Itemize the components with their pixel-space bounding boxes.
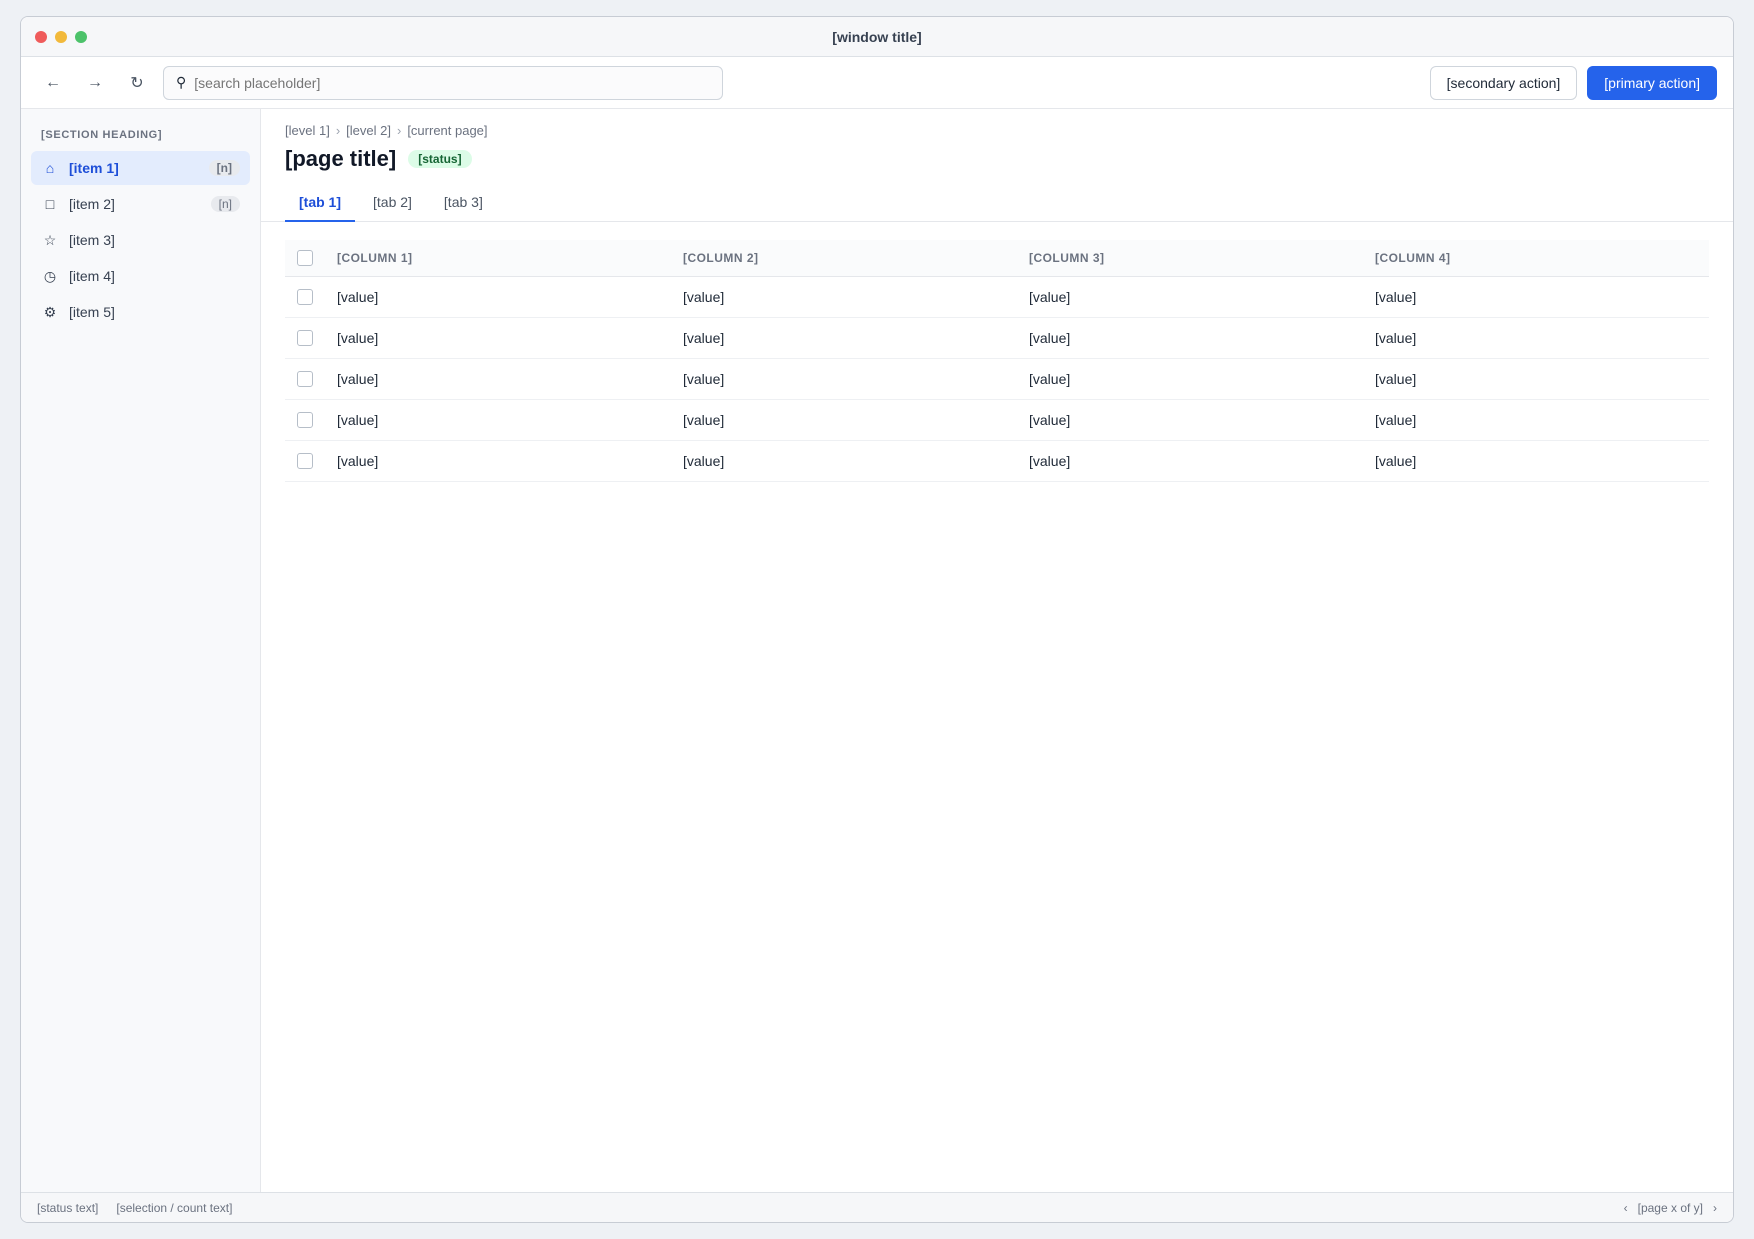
select-all-cell (285, 240, 325, 277)
sidebar-item[interactable] (31, 187, 250, 221)
column-header[interactable]: [COLUMN 4] (1363, 240, 1709, 277)
arrow-left-icon[interactable]: ← (45, 73, 61, 91)
sidebar-item[interactable] (31, 295, 250, 329)
sidebar-item-label: [item 4] (69, 268, 115, 284)
breadcrumb (261, 109, 1733, 138)
search-icon: ⚲ (176, 74, 187, 90)
sidebar-item-label: [item 1] (69, 160, 119, 176)
status-badge: [status] (408, 150, 471, 168)
table-cell: [value] (1017, 359, 1363, 400)
sidebar-item-label: [item 5] (69, 304, 115, 320)
folder-icon: □ (45, 196, 55, 212)
tab[interactable]: [tab 1] (285, 184, 355, 222)
table-row[interactable] (285, 359, 1709, 400)
breadcrumb-current: [current page] (407, 123, 488, 138)
sidebar-item[interactable] (31, 223, 250, 257)
search-box (163, 66, 723, 100)
sidebar-item-count: [n] (209, 160, 240, 176)
column-header[interactable]: [COLUMN 3] (1017, 240, 1363, 277)
row-select-cell (285, 359, 325, 400)
gear-icon: ⚙ (43, 303, 57, 320)
content-area (261, 222, 1733, 1192)
breadcrumb-separator: › (335, 123, 341, 138)
home-icon: ⌂ (45, 160, 55, 176)
table-cell: [value] (1363, 277, 1709, 318)
app-window (20, 16, 1734, 1223)
row-checkbox[interactable] (297, 412, 313, 428)
arrow-right-icon[interactable]: → (87, 73, 103, 91)
table-cell: [value] (671, 318, 1017, 359)
breadcrumb-separator: › (396, 123, 402, 138)
table-row[interactable] (285, 441, 1709, 482)
row-select-cell (285, 441, 325, 482)
sidebar-item[interactable] (31, 151, 250, 185)
refresh-icon[interactable]: ↻ (130, 74, 144, 92)
select-all-checkbox[interactable] (297, 250, 313, 266)
page-header (261, 138, 1733, 184)
maximize-window-button[interactable] (75, 31, 87, 43)
app-body (21, 109, 1733, 1192)
row-select-cell (285, 318, 325, 359)
main-panel (261, 109, 1733, 1192)
toolbar (21, 57, 1733, 109)
status-text: [status text] (37, 1200, 99, 1215)
column-header[interactable]: [COLUMN 2] (671, 240, 1017, 277)
sidebar-heading: [SECTION HEADING] (41, 129, 163, 141)
search-input[interactable] (194, 75, 710, 91)
table-cell: [value] (671, 400, 1017, 441)
table-cell: [value] (1363, 318, 1709, 359)
table-row[interactable] (285, 400, 1709, 441)
row-checkbox[interactable] (297, 453, 313, 469)
table-cell: [value] (1017, 400, 1363, 441)
row-checkbox[interactable] (297, 289, 313, 305)
tab[interactable]: [tab 3] (443, 194, 483, 210)
table-cell: [value] (1017, 277, 1363, 318)
chevron-right-icon[interactable]: › (1713, 1200, 1717, 1215)
row-checkbox[interactable] (297, 330, 313, 346)
pager-text: [page x of y] (1637, 1200, 1703, 1215)
sidebar-item-count: [n] (211, 196, 240, 212)
pager (1624, 1201, 1717, 1215)
row-checkbox[interactable] (297, 371, 313, 387)
table-header-row (285, 240, 1709, 277)
table-row[interactable] (285, 277, 1709, 318)
table-cell: [value] (1363, 441, 1709, 482)
window-title: [window title] (832, 28, 922, 45)
table-cell: [value] (671, 277, 1017, 318)
breadcrumb-item[interactable]: [level 1] (285, 123, 330, 138)
table-cell: [value] (1017, 318, 1363, 359)
sidebar (21, 109, 261, 1192)
data-table (285, 240, 1709, 482)
sidebar-item-label: [item 3] (69, 232, 115, 248)
table-cell: [value] (1363, 400, 1709, 441)
sidebar-item[interactable] (31, 259, 250, 293)
chevron-left-icon[interactable]: ‹ (1623, 1200, 1628, 1215)
table-body (285, 277, 1709, 482)
table-cell: [value] (325, 318, 671, 359)
close-window-button[interactable] (35, 31, 47, 43)
selection-text: [selection / count text] (116, 1200, 233, 1215)
title-bar (21, 17, 1733, 57)
table-cell: [value] (325, 441, 671, 482)
table-cell: [value] (325, 400, 671, 441)
status-bar (21, 1192, 1733, 1222)
primary-button[interactable]: [primary action] (1587, 66, 1717, 100)
table-row[interactable] (285, 318, 1709, 359)
secondary-button[interactable]: [secondary action] (1430, 66, 1578, 100)
tab-bar (261, 184, 1733, 222)
table-cell: [value] (1363, 359, 1709, 400)
breadcrumb-item[interactable]: [level 2] (346, 123, 391, 138)
clock-icon: ◷ (43, 267, 57, 284)
tab[interactable]: [tab 2] (373, 194, 412, 210)
row-select-cell (285, 277, 325, 318)
column-header[interactable]: [COLUMN 1] (325, 240, 671, 277)
row-select-cell (285, 400, 325, 441)
table-cell: [value] (1017, 441, 1363, 482)
star-icon: ☆ (43, 231, 57, 248)
sidebar-item-label: [item 2] (69, 196, 115, 212)
page-title: [page title] (285, 146, 397, 171)
table-cell: [value] (325, 359, 671, 400)
table-cell: [value] (671, 441, 1017, 482)
table-cell: [value] (671, 359, 1017, 400)
minimize-window-button[interactable] (55, 31, 67, 43)
table-cell: [value] (325, 277, 671, 318)
window-controls (35, 31, 125, 43)
